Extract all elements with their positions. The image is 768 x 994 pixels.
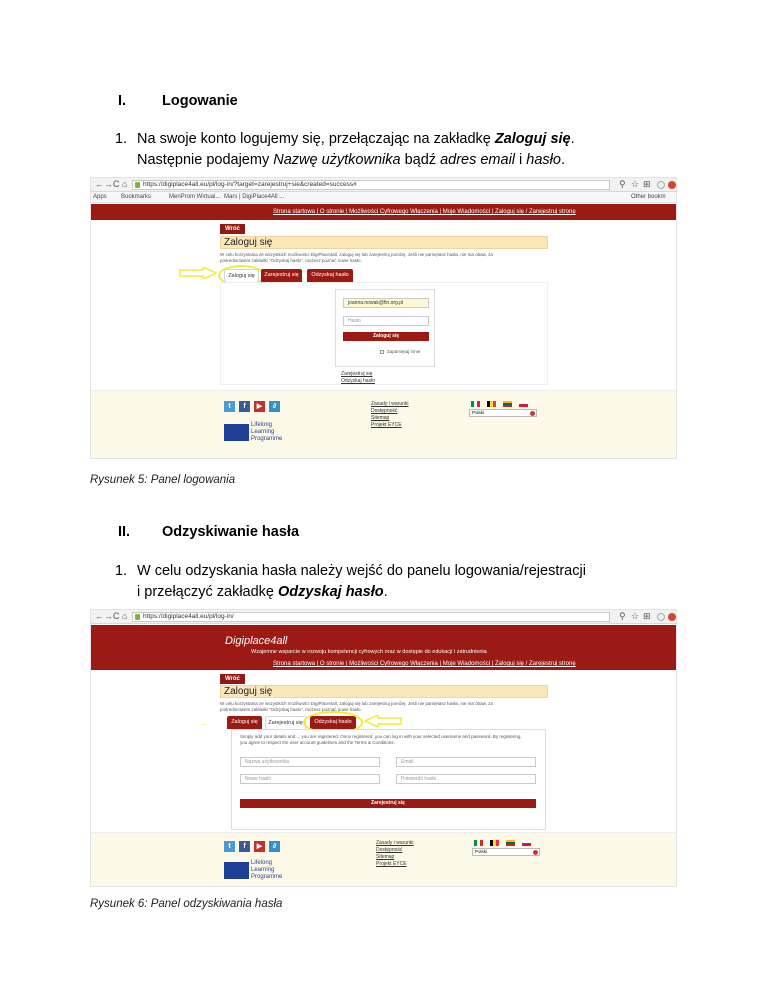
remember-label: Zapamiętaj mnie — [387, 349, 421, 354]
list-number: 1. — [115, 563, 128, 579]
address-bar — [132, 180, 610, 190]
emphasis-text: Zaloguj się — [494, 131, 571, 147]
flag-be-icon[interactable] — [490, 840, 499, 846]
site-logo: Digiplace4all — [225, 635, 288, 647]
back-link: Wróć — [220, 224, 245, 234]
section-number: II. — [118, 524, 131, 540]
extension-icon — [668, 181, 676, 189]
highlight-arrow — [364, 715, 402, 727]
extension-icon: ⊞ — [643, 179, 651, 189]
flag-lt-icon[interactable] — [506, 840, 515, 846]
tab-recover-password[interactable]: Odzyskaj hasło — [307, 269, 353, 282]
instruction-line — [137, 150, 565, 171]
text: bądź — [400, 152, 441, 168]
emphasis-text: adres email — [440, 152, 516, 168]
footer-link-accessibility[interactable]: Dostępność — [376, 847, 403, 853]
intro-text: W celu korzystania ze wszystkich możliwości DigiPlace4all, zaloguj się lub zarejestruj poniżej. Jeśli nie pamiętasz hasła, nie ma obaw, za — [220, 252, 493, 257]
flag-lt-icon[interactable] — [503, 401, 512, 407]
intro-text: pośrednictwem zakładki "Odzyskaj hasło", możesz poznać nowe hasło. — [220, 707, 362, 712]
figure-caption: Rysunek 6: Panel odzyskiwania hasła — [90, 898, 283, 910]
intro-text: pośrednictwem zakładki "Odzyskaj hasło", możesz poznać nowe hasło. — [220, 258, 362, 263]
recover-password-link[interactable]: Odzyskaj hasło — [341, 378, 375, 384]
eu-flag-logo — [224, 424, 249, 441]
footer-link-project[interactable]: Projekt EYCE — [376, 861, 407, 867]
top-navigation: Strona startowa | O stronie | Możliwości Cyfrowego Włączenia | Moje Wiadomości | Zaloguj się / Zarejestruj stronę — [273, 209, 576, 215]
flag-it-icon[interactable] — [471, 401, 480, 407]
back-icon: ← — [95, 611, 104, 621]
emphasis-text: Nazwę użytkownika — [273, 152, 401, 168]
reload-icon: C — [113, 611, 120, 621]
eu-flag-logo — [224, 862, 249, 879]
figure-caption: Rysunek 5: Panel logowania — [90, 474, 236, 486]
text: i przełączyć zakładkę — [137, 584, 279, 600]
forward-icon: → — [104, 611, 113, 621]
home-icon: ⌂ — [122, 611, 128, 621]
llp-line: Learning — [251, 867, 275, 873]
register-link[interactable]: Zarejestruj się — [341, 371, 373, 377]
flag-be-icon[interactable] — [487, 401, 496, 407]
llp-line: Programme — [251, 436, 283, 442]
email-field[interactable]: Email — [396, 757, 536, 767]
browser-toolbar — [91, 178, 676, 192]
text: . — [570, 131, 575, 147]
username-field[interactable]: joanna.nowak@fin.org.pl — [343, 298, 429, 308]
flag-it-icon[interactable] — [474, 840, 483, 846]
tab-login[interactable]: Zaloguj się — [227, 716, 262, 729]
footer-link-accessibility[interactable]: Dostępność — [371, 408, 398, 414]
recover-screenshot — [90, 609, 677, 887]
address-bar — [132, 612, 610, 622]
username-field[interactable]: Nazwa użytkownika — [240, 757, 380, 767]
bookmark-item: Other bookm — [631, 194, 666, 200]
facebook-icon[interactable]: f — [239, 841, 250, 852]
tab-recover-password[interactable]: Odzyskaj hasło — [310, 716, 356, 729]
section-heading-2 — [118, 524, 418, 544]
confirm-password-field[interactable]: Potwierdź hasło — [396, 774, 536, 784]
back-icon: ← — [95, 179, 104, 189]
footer-link-sitemap[interactable]: Sitemap — [376, 854, 395, 860]
emphasis-text: Odzyskaj hasło — [278, 584, 384, 600]
extension-icon: ⊞ — [643, 611, 651, 621]
chevron-down-icon — [533, 850, 538, 855]
tab-login[interactable]: Zaloguj się — [224, 269, 259, 282]
intro-text: W celu korzystania ze wszystkich możliwości DigiPlace4all, zaloguj się lub zarejestruj poniżej. Jeśli nie pamiętasz hasła, nie ma obaw, za — [220, 701, 493, 706]
instruction-line — [137, 129, 575, 150]
lock-icon — [135, 614, 140, 620]
list-number: 1. — [115, 131, 128, 147]
share-icon[interactable]: ∂ — [269, 841, 280, 852]
site-tagline: Wzajemne wsparcie w rozwoju kompetencji cyfrowych oraz w dostępie do edukacji i zatrudnienia — [251, 649, 487, 655]
language-select[interactable] — [472, 848, 540, 856]
bookmark-item: Apps — [93, 194, 107, 200]
instruction-line — [137, 582, 388, 603]
share-icon[interactable]: ∂ — [269, 401, 280, 412]
bookmark-item: Mars | DigiPlace4All ... — [224, 194, 285, 200]
page-title: Zaloguj się — [220, 236, 548, 249]
language-value: Polski — [475, 849, 488, 854]
star-icon: ☆ — [631, 611, 640, 621]
site-footer — [91, 390, 676, 459]
llp-line: Programme — [251, 874, 283, 880]
home-icon: ⌂ — [122, 179, 128, 189]
extension-icon — [657, 613, 665, 621]
new-password-field[interactable]: Nowe hasło — [240, 774, 380, 784]
browser-toolbar — [91, 610, 676, 624]
bookmarks-bar — [91, 192, 676, 203]
youtube-icon[interactable]: ▶ — [254, 841, 265, 852]
login-form — [335, 289, 435, 367]
reload-icon: C — [113, 179, 120, 189]
tab-register[interactable]: Zarejestruj się — [265, 716, 306, 729]
search-icon: ⚲ — [619, 179, 626, 189]
url-text: https://digiplace4all.eu/pl/log-in/ — [143, 613, 234, 620]
instruction-paragraph-2 — [115, 561, 655, 605]
llp-line: Learning — [251, 429, 275, 435]
twitter-icon[interactable]: t — [224, 401, 235, 412]
url-text: https://digiplace4all.eu/pl/log-in/?target=zarejestruj+sie&created=success# — [143, 181, 357, 188]
text: Następnie podajemy — [137, 152, 274, 168]
panel-text: Simply add your details and ... you are registered. Once registered, you can log in with your selected username and password. By registering, — [240, 734, 522, 739]
footer-link-terms[interactable]: Zasady i warunki — [376, 840, 414, 846]
arrow-icon: → — [199, 719, 207, 728]
search-icon: ⚲ — [619, 611, 626, 621]
site-header — [91, 625, 676, 670]
register-panel — [231, 729, 546, 830]
password-field[interactable]: Hasło — [343, 316, 429, 326]
tab-register[interactable]: Zarejestruj się — [261, 269, 302, 282]
panel-text: you agree to respect the user account guidelines and the Terms & Conditions. — [240, 740, 395, 745]
site-footer — [91, 832, 676, 887]
llp-logo-text — [251, 860, 282, 881]
youtube-icon[interactable]: ▶ — [254, 401, 265, 412]
section-title: Logowanie — [162, 93, 238, 109]
site-header — [91, 204, 676, 220]
text: . — [383, 584, 388, 600]
footer-link-sitemap[interactable]: Sitemap — [371, 415, 390, 421]
section-heading-1 — [118, 93, 418, 113]
llp-line: Lifelong — [251, 422, 273, 428]
highlight-arrow — [179, 267, 217, 279]
chevron-down-icon — [530, 411, 535, 416]
footer-link-terms[interactable]: Zasady i warunki — [371, 401, 409, 407]
login-button[interactable]: Zaloguj się — [343, 332, 429, 341]
language-value: Polski — [472, 410, 485, 415]
facebook-icon[interactable]: f — [239, 401, 250, 412]
bookmark-item: MenProm Wirtual... — [169, 194, 221, 200]
text: . — [560, 152, 565, 168]
extension-icon — [668, 613, 676, 621]
login-screenshot — [90, 177, 677, 459]
submit-button[interactable]: Zarejestruj się — [240, 799, 536, 808]
page-title: Zaloguj się — [220, 685, 548, 698]
flag-pl-icon[interactable] — [522, 840, 531, 846]
back-link: Wróć — [220, 674, 245, 684]
extension-icon — [657, 181, 665, 189]
text: Na swoje konto logujemy się, przełączając na zakładkę — [137, 131, 495, 147]
instruction-paragraph-1 — [115, 129, 655, 173]
star-icon: ☆ — [631, 179, 640, 189]
emphasis-text: hasło — [526, 152, 561, 168]
bookmark-item: Bookmarks — [121, 194, 152, 200]
twitter-icon[interactable]: t — [224, 841, 235, 852]
llp-logo-text — [251, 422, 282, 443]
top-navigation: Strona startowa | O stronie | Możliwości Cyfrowego Włączenia | Moje Wiadomości | Zaloguj się / Zarejestruj stronę — [273, 661, 576, 667]
remember-checkbox[interactable] — [380, 350, 384, 354]
lock-icon — [135, 182, 140, 188]
forward-icon: → — [104, 179, 113, 189]
section-number: I. — [118, 93, 127, 109]
language-select[interactable] — [469, 409, 537, 417]
text: i — [515, 152, 527, 168]
instruction-line: W celu odzyskania hasła należy wejść do panelu logowania/rejestracji — [137, 563, 586, 579]
footer-link-project[interactable]: Projekt EYCE — [371, 422, 402, 428]
llp-line: Lifelong — [251, 860, 273, 866]
flag-pl-icon[interactable] — [519, 401, 528, 407]
section-title: Odzyskiwanie hasła — [162, 524, 300, 540]
